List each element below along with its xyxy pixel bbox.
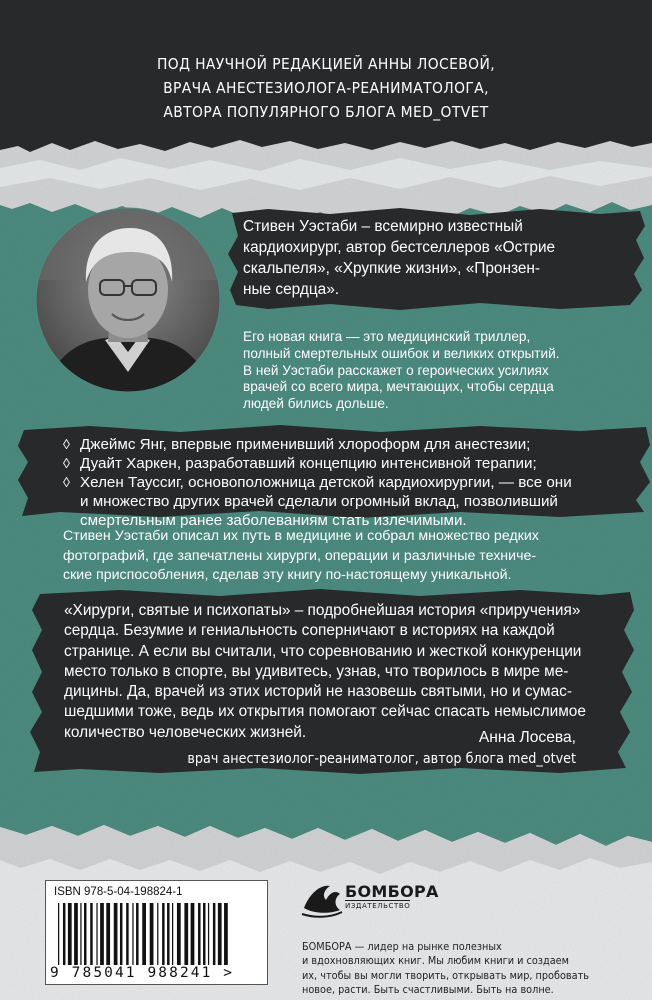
quote-line: количество человеческих жизней. [64,723,307,741]
list-item [62,435,642,454]
book-intro-line: Его новая книга — это медицинский триллер, [243,329,531,344]
quote-signature-name: Анна Лосева, [478,729,576,746]
summary-line: Стивен Уэстаби описал их путь в медицине и собрал множество редких [63,528,539,544]
book-intro-line: врачей со всего мира, мечтающих, чтобы сердца [243,379,554,395]
header-line: ПОД НАУЧНОЙ РЕДАКЦИЕЙ АННЫ ЛОСЕВОЙ, [156,55,496,73]
doctors-list [62,435,642,530]
list-item [62,454,642,473]
editor-credit-header [0,52,652,124]
book-intro-line: В ней Уэстаби расскажет о героических усилиях [243,362,549,378]
summary-line: ские приспособления, сделав эту книгу по-настоящему уникальной. [63,567,512,584]
quote-line: «Хирурги, святые и психопаты» – подробнейшая история «приручения» [64,602,581,619]
author-bio-line: кардиохирург, автор бестселлеров «Острие [243,239,556,256]
diamond-bullet-icon: ◊ [63,474,70,490]
publisher-blurb-line: их, чтобы вы могли творить, открывать мир, пробовать [302,968,589,982]
diamond-bullet-icon: ◊ [63,455,70,471]
header-line: ВРАЧА АНЕСТЕЗИОЛОГА-РЕАНИМАТОЛОГА, [163,79,489,97]
header-line: АВТОРА ПОПУЛЯРНОГО БЛОГА MED_OTVET [163,103,489,121]
book-summary [63,527,623,586]
barcode-icon [58,903,258,965]
list-item-text: Хелен Тауссиг, основоположница детской кардиохирургии, — все они [80,474,572,491]
book-intro-line: полный смертельных ошибок и великих открытий. [243,345,560,361]
list-item-text: и множество других врачей сделали огромный вклад, позволивший [80,493,558,510]
quote-line: сердца. Безумие и гениальность соперничают в историях на каждой [64,622,555,640]
quote-line: дицины. Да, врачей из этих историй не назовешь святыми, но и сумас- [64,683,572,701]
publisher-blurb-line: и вдохновляющих книг. Мы любим книги и создаем [302,954,569,968]
quote-line: шедшими тоже, ведь их открытия помогают сейчас спасать немыслимое [64,703,586,721]
book-intro [243,329,623,413]
barcode-number: 9 785041 988241 > [50,965,235,981]
publisher-logo-subtitle: ИЗДАТЕЛЬСТВО [345,902,411,910]
diamond-bullet-icon: ◊ [63,436,70,452]
publisher-logo-name: БОМБОРА [345,882,439,901]
list-item-text: смертельным ранее заболеваниям стать излечимыми. [80,512,467,529]
author-bio-line: Стивен Уэстаби – всемирно известный [243,218,523,235]
editor-quote [64,601,586,743]
publisher-blurb-line: БОМБОРА — лидер на рынке полезных [302,940,502,953]
publisher-blurb [302,940,632,998]
summary-line: фотографий, где запечатлены хирурги, операции и различные техниче- [63,547,537,564]
publisher-blurb-line: новое, расти. Быть счастливыми. Быть на волне. [302,983,554,997]
quote-signature-role: врач анестезиолог-реаниматолог, автор блога med_otvet [187,751,576,767]
barcode-block [45,880,268,985]
quote-line: место только в спорте, вы удивитесь, узнав, что творилось в мире ме- [64,662,569,680]
quote-line: странице. А если вы считали, что соревнованию и жесткой конкуренции [64,642,582,660]
author-bio-line: ные сердца». [243,281,340,298]
author-bio-line: скальпеля», «Хрупкие жизни», «Пронзен- [243,260,541,277]
list-item-text: Джеймс Янг, впервые применивший хлороформ для анестезии; [80,436,531,453]
book-intro-line: людей бились дольше. [243,396,389,412]
isbn-label: ISBN 978-5-04-198824-1 [54,886,183,898]
author-bio [243,216,627,300]
list-item [62,473,642,492]
list-item-text: Дуайт Харкен, разработавший концепцию интенсивной терапии; [80,455,537,472]
